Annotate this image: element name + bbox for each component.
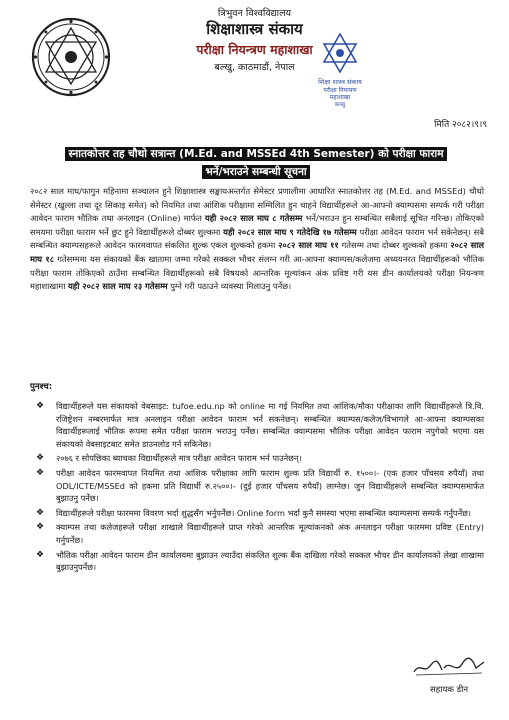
postscript-heading: पुनश्च: xyxy=(30,382,53,392)
bullet-icon: ❖ xyxy=(36,401,45,411)
bullet-icon: ❖ xyxy=(36,453,45,464)
body-text-1: २०८२ साल माघ/फागुन महिनामा सञ्चालन हुने शिक्षाशास्त्र सङ्कायअन्तर्गत सेमेस्टर प्रणालीमा आधारित स्नातकोत्तर तह (M.Ed. and MSSEd) चौथो सेमेस्टर (खुल्ला तथा दूर सिकाइ समेत) को नियमित तथा आंशिक परीक्षामा सम्मिलित हुन चाहने विद्यार्थीहरूले आ-आफ्नो क्याम्पसमा सम्पर्क गरी परीक्षा आवेदन फाराम भौतिक तथा अनलाइन (Online) मार्फत xyxy=(30,186,484,224)
notice-title-line1: स्नातकोत्तर तह चौथो सत्रान्त (M.Ed. and MSSEd 4th Semester) को परीक्षा फाराम xyxy=(65,147,446,161)
list-item: ❖ भौतिक परीक्षा आवेदन फाराम डीन कार्यालयमा बुझाउन ल्याउँदा संकलित शुल्क बैंक दाखिला गरेको सक्कल भौचर डीन कार्यालयको लेखा शाखामा बुझाउनुपर्नेछ। xyxy=(36,549,484,573)
bullet-icon: ❖ xyxy=(36,522,45,533)
svg-text:परीक्षा नियन्त्रण: परीक्षा नियन्त्रण xyxy=(323,87,357,94)
faculty-seal-icon xyxy=(300,30,380,108)
deadline-double-fee: यही २०८२ साल माघ ९ गतेदेखि १७ गतेसम्म xyxy=(223,226,357,237)
faculty-seal xyxy=(300,30,380,108)
list-item: ❖ विद्यार्थीहरूले यस संकायको वेबसाइट: tufoe.edu.np को online मा गई नियमित तथा आंशिक/मौका परीक्षाका लागि विद्यार्थीहरूले त्रि.वि. रजिष्ट्रेशन नम्बरमार्फत मात्र अनलाइन परीक्षा आवेदन फाराम भर्न सकनेछन्। सम्बन्धित क्याम्पस/कलेज/विभागले आ-आफ्ना क्याम्पसका विद्यार्थीहरूलाई भौतिक रूपमा समेत परीक्षा फाराम भराउनु पर्नेछ। सम्बन्धित क्याम्पसमा भौतिक परीक्षा आवेदन फाराम नपुगेको भएमा यस संकायको वेबसाइटबाट समेत डाउनलोड गर्न सकिनेछ। xyxy=(36,401,484,449)
svg-text:बल्खु: बल्खु xyxy=(334,102,346,108)
office-address: बल्खु, काठमाडौं, नेपाल xyxy=(214,62,295,73)
body-text-6: पुग्ने गरी पठाउने व्यवस्था मिलाउनु पर्नेछ। xyxy=(170,281,292,292)
office-name: परीक्षा नियन्त्रण महाशाखा xyxy=(196,42,313,57)
notice-body xyxy=(30,185,484,294)
svg-text:महाशाखा: महाशाखा xyxy=(329,94,351,101)
postscript-list xyxy=(30,400,484,576)
body-text-5: गतेसम्ममा यस संकायको बैंक खातामा जम्मा गरेको सक्कल भौचर संलग्न गरी आ-आफ्ना क्याम्पस/कलेजमा अध्ययनरत विद्यार्थीहरूको भौतिक परीक्षा फाराम तोकिएको ठाउँमा सम्बन्धित विद्यार्थीहरूको सबै विषयको आन्तरिक मूल्यांकन अंक प्रविष्ट गरी यस डीन कार्यालयको परीक्षा नियन्त्रण महाशाखामा xyxy=(30,253,484,292)
body-text-4: गतेसम्म तथा दोब्बर शुल्कको हकमा xyxy=(341,240,448,251)
body-text-2: भर्ने/भराउन हुन सम्बन्धित सबैलाई सूचित गरिन्छ। तोकिएको समयमा परीक्षा फाराम भर्ने छुट हुने विद्यार्थीहरूले दोब्बर शुल्कमा xyxy=(30,213,485,237)
bullet-icon: ❖ xyxy=(36,507,45,518)
notice-title-line2: भर्ने/भराउने सम्बन्धी सूचना xyxy=(202,165,309,179)
deadline-submission: यही २०८२ साल माघ २३ गतेसम्म xyxy=(68,281,168,292)
deadline-double-fee-deposit: २०८२ साल माघ १८ xyxy=(30,240,485,264)
university-name: त्रिभुवन विश्वविद्यालय xyxy=(217,8,292,19)
deadline-regular: यही २०८२ साल माघ ८ गतेसम्म xyxy=(204,213,303,224)
deadline-single-fee-deposit: २०८२ साल माघ ११ xyxy=(278,240,339,251)
notice-date: मिति २०८२।९।९ xyxy=(434,120,487,130)
notice-title xyxy=(26,144,486,180)
bullet-icon: ❖ xyxy=(36,549,45,560)
list-item: ❖ क्याम्पस तथा कलेजहरूले परीक्षा शाखाले विद्यार्थीहरूले प्राप्त गरेको आन्तरिक मूल्यांकनको अंक अनलाइन परीक्षा फारममा प्रविष्ट (Entry) गर्नुपर्नेछ। xyxy=(36,522,484,545)
faculty-name: शिक्षाशास्त्र संकाय xyxy=(206,20,303,38)
svg-text:शिक्षा शास्त्र संकाय: शिक्षा शास्त्र संकाय xyxy=(318,78,362,86)
body-text-3: परीक्षा आवेदन फाराम भर्न सकेनेछन्। सबै सम्बन्धित क्याम्पसहरूले आवेदन फारमवापत संकलित शुल्क एकल शुल्कको हकमा xyxy=(30,226,484,251)
list-item: ❖ २०७६ र सोपछिका ब्याचका विद्यार्थीहरूले मात्र परीक्षा आवेदन फाराम भर्न पाउनेछन्। xyxy=(36,453,302,464)
bullet-icon: ❖ xyxy=(36,467,45,478)
signatory-title: सहायक डीन xyxy=(430,685,469,695)
list-item: ❖ विद्यार्थीहरूले परीक्षा फारममा विवरण भर्दा शुद्धसँग भर्नुपर्नेछ। Online form भर्दा कुनै समस्या भएमा सम्बन्धित क्याम्पसमा सम्पर्क गर्नुपर्नेछ। xyxy=(36,507,471,518)
signature-mark xyxy=(410,656,490,678)
list-item: ❖ परीक्षा आवेदन फारमवापत नियमित तथा आंशिक परीक्षाका लागि फाराम शुल्क प्रति विद्यार्थी रु. १५००।- (एक हजार पाँचसय रुपैयाँ) तथा ODL/ICTE/MSSEd को हकमा प्रति विद्यार्थी रु.२५००।- (दुई हजार पाँचसय रुपैयाँ) लाग्नेछ। जुन विद्यार्थीहरूले सम्बन्धित क्याम्पसमार्फत बुझाउनु पर्नेछ। xyxy=(36,467,484,504)
